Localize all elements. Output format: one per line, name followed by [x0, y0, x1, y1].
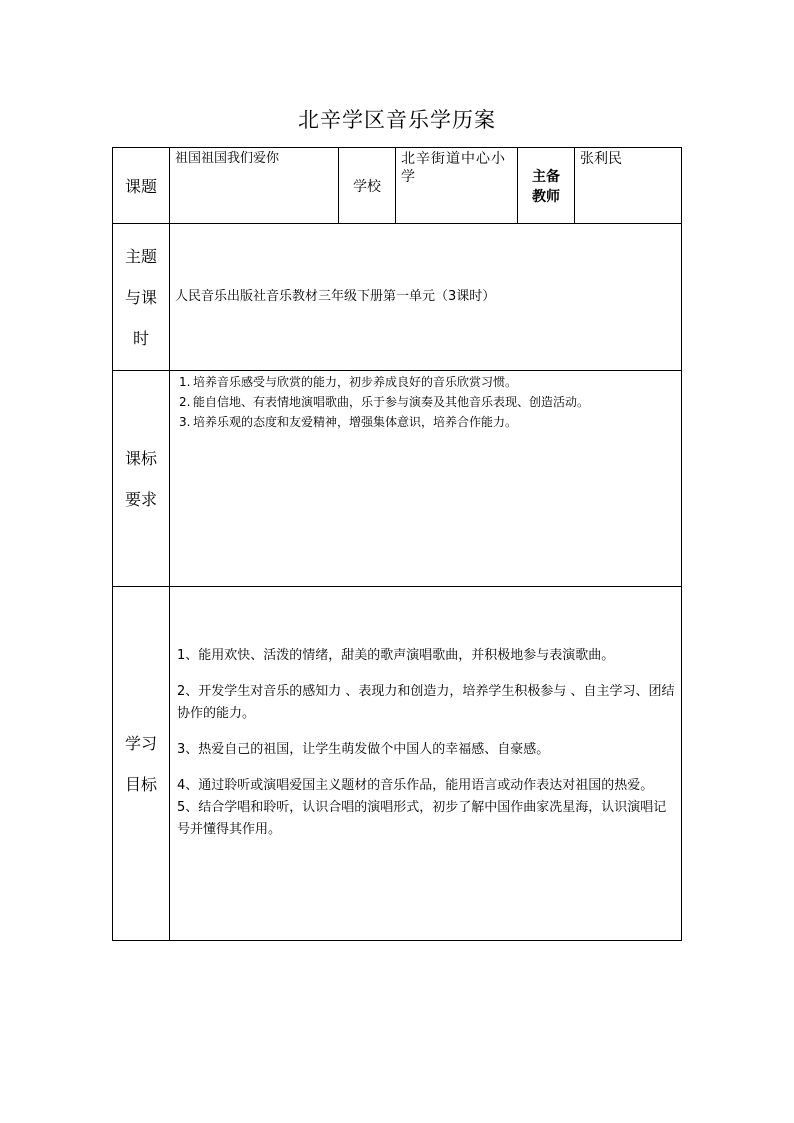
standards-label-cell [113, 371, 170, 587]
teacher-value: 张利民 [580, 151, 622, 167]
standards-list [175, 372, 676, 432]
standards-row [113, 371, 682, 587]
goal-item: 4、通过聆听或演唱爱国主义题材的音乐作品，能用语言或动作表达对祖国的热爱。 [177, 778, 654, 793]
theme-label-line-1: 主题 [124, 246, 157, 266]
school-label: 学校 [353, 178, 381, 195]
goals-label-cell [113, 587, 170, 941]
school-value-cell [396, 148, 518, 224]
theme-label-line-3: 时 [132, 328, 149, 348]
goal-item: 5、结合学唱和聆听，认识合唱的演唱形式，初步了解中国作曲家冼星海，认识演唱记号并懂得其作用。 [177, 800, 667, 837]
standards-label-line-1: 课标 [124, 448, 157, 468]
teacher-label-line-1: 主备 [532, 168, 560, 185]
goal-item: 2、开发学生对音乐的感知力 、表现力和创造力，培养学生积极参与 、自主学习、团结协作的能力。 [177, 684, 675, 721]
theme-row [113, 224, 682, 371]
theme-label-cell [113, 224, 170, 371]
goals-label-line-2: 目标 [124, 774, 157, 794]
topic-value: 祖国祖国我们爱你 [175, 151, 280, 166]
teacher-label-line-2: 教师 [532, 188, 560, 205]
standards-item: 2. 能自信地、有表情地演唱歌曲，乐于参与演奏及其他音乐表现、创造活动。 [179, 395, 590, 409]
topic-row [113, 148, 682, 224]
teacher-value-cell [575, 148, 682, 224]
goal-item: 3、热爱自己的祖国，让学生萌发做个中国人的幸福感、自豪感。 [177, 742, 550, 757]
goals-value-cell [170, 587, 682, 941]
document-title: 北辛学区音乐学历案 [298, 108, 496, 132]
theme-value-cell [170, 224, 682, 371]
goals-label-line-1: 学习 [124, 733, 157, 753]
goals-row [113, 587, 682, 941]
standards-item: 1. 培养音乐感受与欣赏的能力，初步养成良好的音乐欣赏习惯。 [179, 375, 518, 389]
school-value: 北辛街道中心小学 [401, 151, 506, 185]
goal-item: 1、能用欢快、活泼的情绪，甜美的歌声演唱歌曲，并积极地参与表演歌曲。 [177, 648, 615, 663]
theme-label-line-2: 与课 [124, 287, 157, 307]
school-label-cell [339, 148, 396, 224]
teacher-label-cell [518, 148, 575, 224]
standards-item: 3. 培养乐观的态度和友爱精神，增强集体意识，培养合作能力。 [179, 415, 518, 429]
lesson-plan-table [112, 147, 682, 941]
theme-value: 人民音乐出版社音乐教材三年级下册第一单元（3课时） [175, 289, 496, 304]
standards-label-line-2: 要求 [124, 489, 157, 509]
topic-label: 课题 [124, 177, 157, 196]
topic-value-cell [170, 148, 339, 224]
topic-label-cell [113, 148, 170, 224]
standards-value-cell [170, 371, 682, 587]
